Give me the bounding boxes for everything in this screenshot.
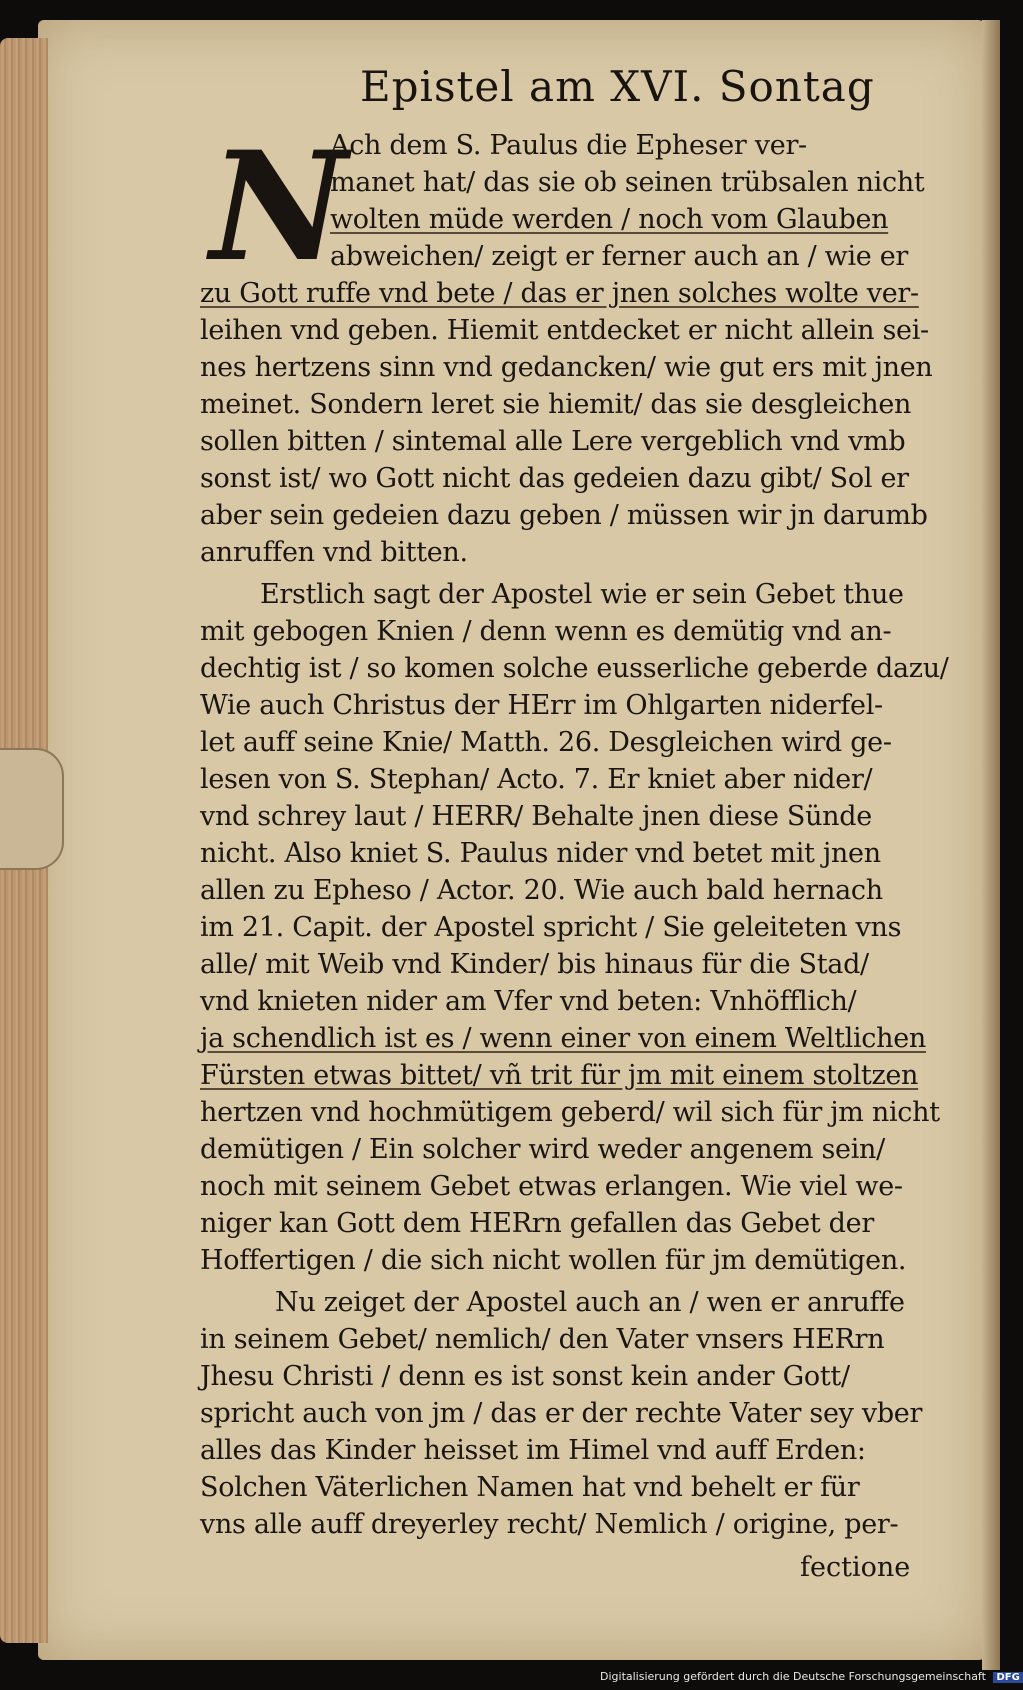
text-line: Ach dem S. Paulus die Epheser ver-: [330, 130, 807, 161]
text-line: abweichen/ zeigt er ferner auch an / wie er: [330, 241, 909, 272]
text-line: Nu zeiget der Apostel auch an / wen er anruffe: [275, 1287, 905, 1318]
footer-text: Digitalisierung gefördert durch die Deutsche Forschungsgemeinschaft: [600, 1670, 986, 1683]
decorated-initial: N: [210, 119, 348, 295]
text-line: Wie auch Christus der HErr im Ohlgarten niderfel-: [200, 690, 883, 721]
page-header: Epistel am XVI. Sontag: [360, 62, 875, 111]
text-line: allen zu Epheso / Actor. 20. Wie auch bald hernach: [200, 875, 883, 906]
text-line: vnd schrey laut / HERR/ Behalte jnen diese Sünde: [200, 801, 872, 832]
text-line: ja schendlich ist es / wenn einer von einem Weltlichen: [200, 1023, 926, 1054]
text-line: anruffen vnd bitten.: [200, 537, 468, 568]
text-line: demütigen / Ein solcher wird weder angenem sein/: [200, 1134, 885, 1165]
text-line: manet hat/ das sie ob seinen trübsalen nicht: [330, 167, 925, 198]
text-line: let auff seine Knie/ Matth. 26. Desgleichen wird ge-: [200, 727, 892, 758]
text-line: in seinem Gebet/ nemlich/ den Vater vnsers HERrn: [200, 1324, 885, 1355]
text-line: Erstlich sagt der Apostel wie er sein Gebet thue: [260, 579, 904, 610]
text-line: wolten müde werden / noch vom Glauben: [330, 204, 889, 235]
text-line: vnd knieten nider am Vfer vnd beten: Vnhöfflich/: [200, 986, 857, 1017]
text-line: nicht. Also kniet S. Paulus nider vnd betet mit jnen: [200, 838, 881, 869]
text-line: sollen bitten / sintemal alle Lere vergeblich vnd vmb: [200, 426, 906, 457]
footer-credit: [600, 1670, 1023, 1690]
text-line: mit gebogen Knien / denn wenn es demütig vnd an-: [200, 616, 892, 647]
text-line: im 21. Capit. der Apostel spricht / Sie geleiteten vns: [200, 912, 902, 943]
text-line: leihen vnd geben. Hiemit entdecket er nicht allein sei-: [200, 315, 929, 346]
dfg-logo: DFG: [993, 1672, 1022, 1683]
text-line: sonst ist/ wo Gott nicht das gedeien dazu gibt/ Sol er: [200, 463, 909, 494]
text-line: noch mit seinem Gebet etwas erlangen. Wie viel we-: [200, 1171, 903, 1202]
text-line: dechtig ist / so komen solche eusserliche geberde dazu/: [200, 653, 949, 684]
text-line: vns alle auff dreyerley recht/ Nemlich / origine, per-: [200, 1509, 899, 1540]
book-edge-right: [982, 20, 1000, 1670]
text-line: hertzen vnd hochmütigem geberd/ wil sich für jm nicht: [200, 1097, 940, 1128]
text-line: Jhesu Christi / denn es ist sonst kein ander Gott/: [200, 1361, 850, 1392]
text-line: nes hertzens sinn vnd gedancken/ wie gut ers mit jnen: [200, 352, 933, 383]
text-line: aber sein gedeien dazu geben / müssen wir jn darumb: [200, 500, 928, 531]
catchword: fectione: [800, 1552, 911, 1583]
text-line: zu Gott ruffe vnd bete / das er jnen solches wolte ver-: [200, 278, 919, 309]
text-line: Solchen Väterlichen Namen hat vnd behelt er für: [200, 1472, 860, 1503]
book-clasp-tab: [0, 748, 64, 870]
text-line: meinet. Sondern leret sie hiemit/ das sie desgleichen: [200, 389, 912, 420]
text-line: Hoffertigen / die sich nicht wollen für jm demütigen.: [200, 1245, 907, 1276]
text-line: lesen von S. Stephan/ Acto. 7. Er kniet aber nider/: [200, 764, 873, 795]
text-line: niger kan Gott dem HERrn gefallen das Gebet der: [200, 1208, 874, 1239]
text-line: alles das Kinder heisset im Himel vnd auff Erden:: [200, 1435, 866, 1466]
text-line: Fürsten etwas bittet/ vñ trit für jm mit einem stoltzen: [200, 1060, 919, 1091]
text-line: alle/ mit Weib vnd Kinder/ bis hinaus für die Stad/: [200, 949, 869, 980]
text-line: spricht auch von jm / das er der rechte Vater sey vber: [200, 1398, 923, 1429]
